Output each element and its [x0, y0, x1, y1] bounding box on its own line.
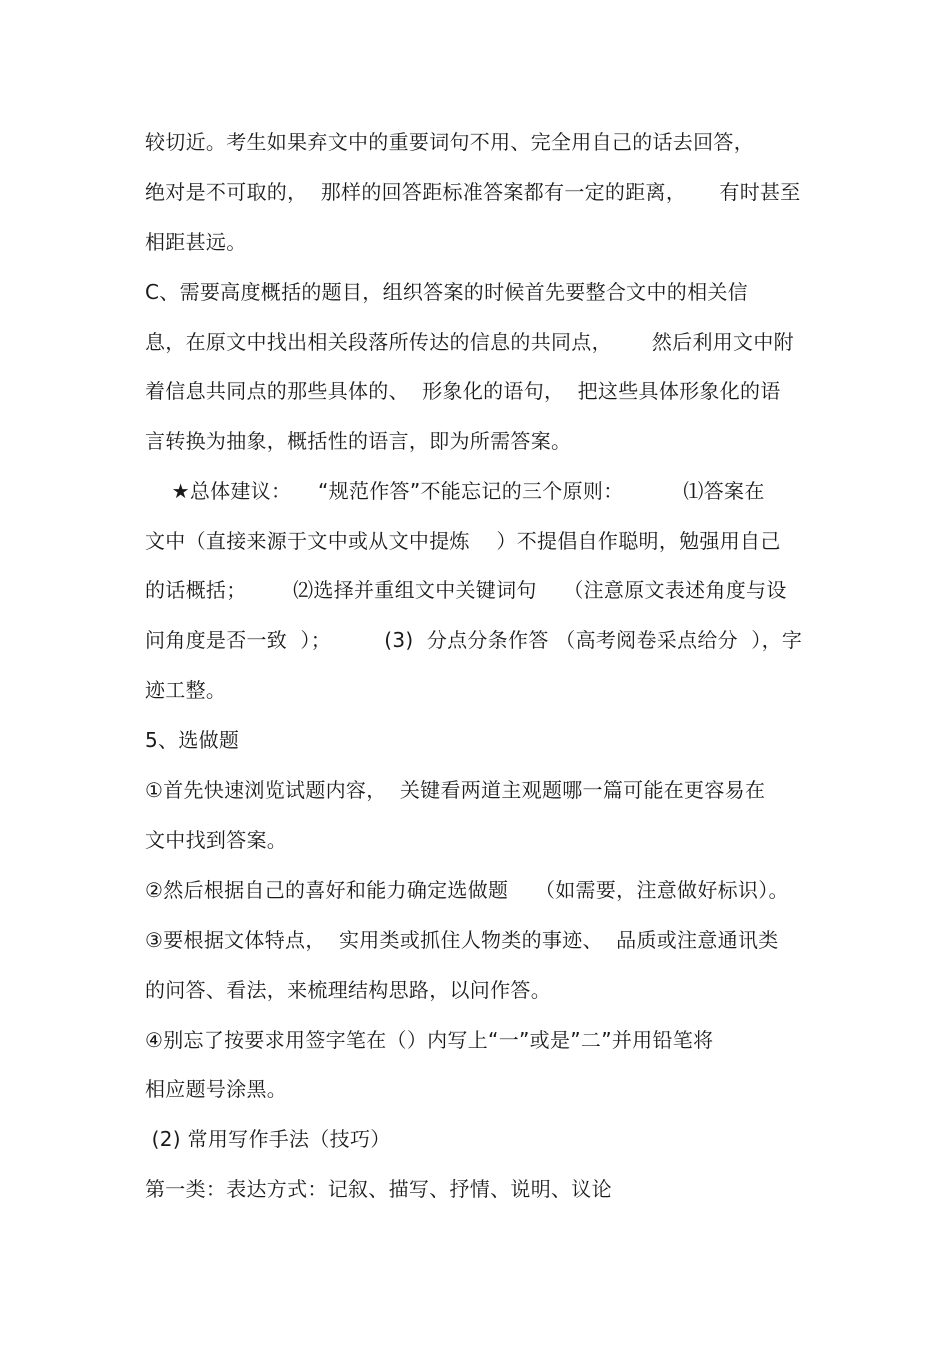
text-line: ②然后根据自己的喜好和能力确定选做题 （如需要，注意做好标识）。	[145, 878, 789, 902]
text-line: C、需要高度概括的题目，组织答案的时候首先要整合文中的相关信	[145, 280, 748, 304]
text-line: 的问答、看法，来梳理结构思路，以问作答。	[145, 978, 551, 1002]
text-line: 文中（直接来源于文中或从文中提炼 ）不提倡自作聪明，勉强用自己	[145, 529, 781, 553]
text-line: 问角度是否一致 ）； (3) 分点分条作答 （高考阅卷采点给分 ），字	[145, 628, 803, 652]
text-line: ③要根据文体特点， 实用类或抓住人物类的事迹、 品质或注意通讯类	[145, 928, 779, 952]
text-line: ①首先快速浏览试题内容， 关键看两道主观题哪一篇可能在更容易在	[145, 778, 766, 802]
text-line: 息，在原文中找出相关段落所传达的信息的共同点， 然后利用文中附	[145, 330, 794, 354]
text-line: 言转换为抽象，概括性的语言，即为所需答案。	[145, 429, 572, 453]
text-line: ★总体建议： “规范作答”不能忘记的三个原则： ⑴答案在	[145, 479, 765, 503]
text-line: 较切近。考生如果弃文中的重要词句不用、完全用自己的话去回答，	[145, 130, 754, 154]
text-line: ④别忘了按要求用签字笔在（）内写上“一”或是”二”并用铅笔将	[145, 1028, 714, 1052]
text-line: 第一类：表达方式：记叙、描写、抒情、说明、议论	[145, 1177, 612, 1201]
text-line: 相距甚远。	[145, 230, 247, 254]
text-line: 的话概括； ⑵选择并重组文中关键词句 （注意原文表述角度与设	[145, 578, 787, 602]
section-heading: (2) 常用写作手法（技巧）	[145, 1127, 391, 1151]
text-line: 着信息共同点的那些具体的、 形象化的语句， 把这些具体形象化的语	[145, 379, 781, 403]
text-line: 相应题号涂黑。	[145, 1077, 288, 1101]
section-heading: 5、选做题	[145, 728, 240, 752]
text-line: 绝对是不可取的， 那样的回答距标准答案都有一定的距离， 有时甚至	[145, 180, 801, 204]
text-line: 迹工整。	[145, 678, 227, 702]
text-line: 文中找到答案。	[145, 828, 288, 852]
